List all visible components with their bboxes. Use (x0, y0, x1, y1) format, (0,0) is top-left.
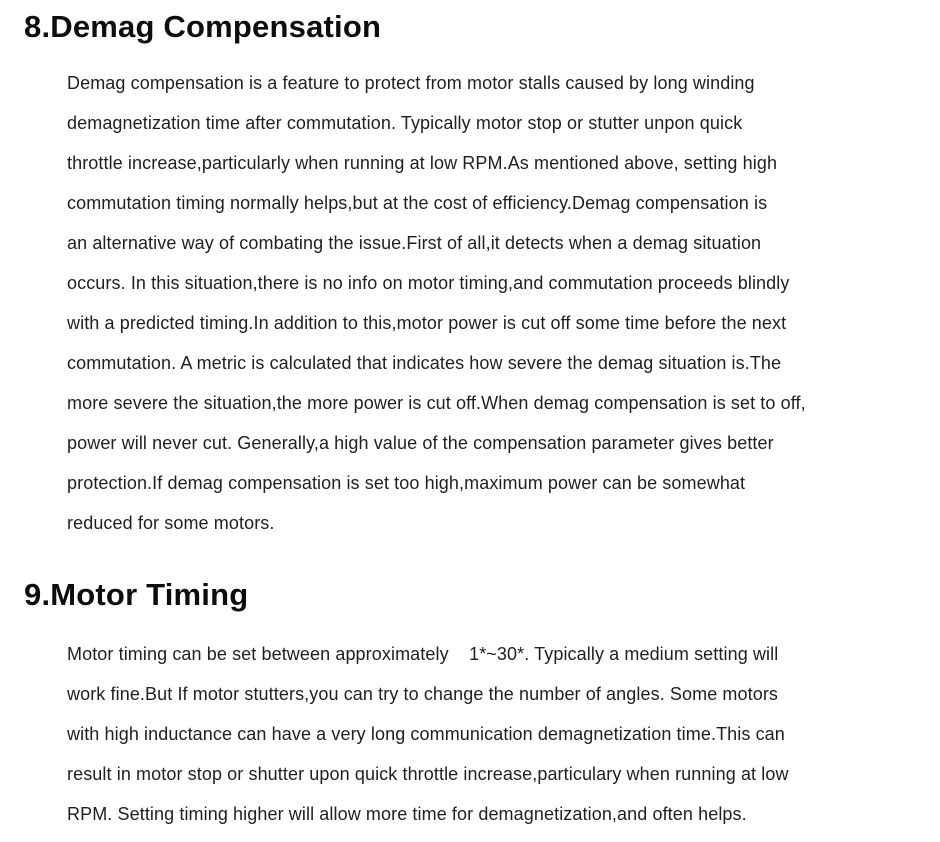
paragraph-line: Motor timing can be set between approximately 1*~30*. Typically a medium setting will (67, 644, 779, 664)
section-paragraph-motor-timing (67, 634, 910, 834)
paragraph-line: protection.If demag compensation is set too high,maximum power can be somewhat (67, 473, 746, 493)
paragraph-line: reduced for some motors. (67, 513, 275, 533)
paragraph-line: commutation. A metric is calculated that indicates how severe the demag situation is.The (67, 353, 782, 373)
paragraph-line: an alternative way of combating the issue.First of all,it detects when a demag situation (67, 233, 762, 253)
paragraph-line: with high inductance can have a very long communication demagnetization time.This can (67, 724, 785, 744)
paragraph-line: Demag compensation is a feature to protect from motor stalls caused by long winding (67, 73, 755, 93)
paragraph-line: result in motor stop or shutter upon quick throttle increase,particulary when running at low (67, 764, 789, 784)
section-paragraph-demag-compensation (67, 63, 910, 543)
paragraph-line: demagnetization time after commutation. Typically motor stop or stutter unpon quick (67, 113, 743, 133)
paragraph-line: work fine.But If motor stutters,you can try to change the number of angles. Some motors (67, 684, 779, 704)
paragraph-line: throttle increase,particularly when running at low RPM.As mentioned above, setting high (67, 153, 778, 173)
paragraph-line: power will never cut. Generally,a high value of the compensation parameter gives better (67, 433, 774, 453)
paragraph-line: occurs. In this situation,there is no info on motor timing,and commutation proceeds blindly (67, 273, 790, 293)
paragraph-line: commutation timing normally helps,but at the cost of efficiency.Demag compensation is (67, 193, 768, 213)
paragraph-line: RPM. Setting timing higher will allow more time for demagnetization,and often helps. (67, 804, 747, 824)
paragraph-line: more severe the situation,the more power is cut off.When demag compensation is set to off, (67, 393, 806, 413)
paragraph-line: with a predicted timing.In addition to this,motor power is cut off some time before the next (67, 313, 787, 333)
section-motor-timing (0, 573, 940, 834)
section-heading-motor-timing: 9.Motor Timing (24, 577, 249, 612)
section-heading-demag-compensation: 8.Demag Compensation (24, 9, 382, 44)
